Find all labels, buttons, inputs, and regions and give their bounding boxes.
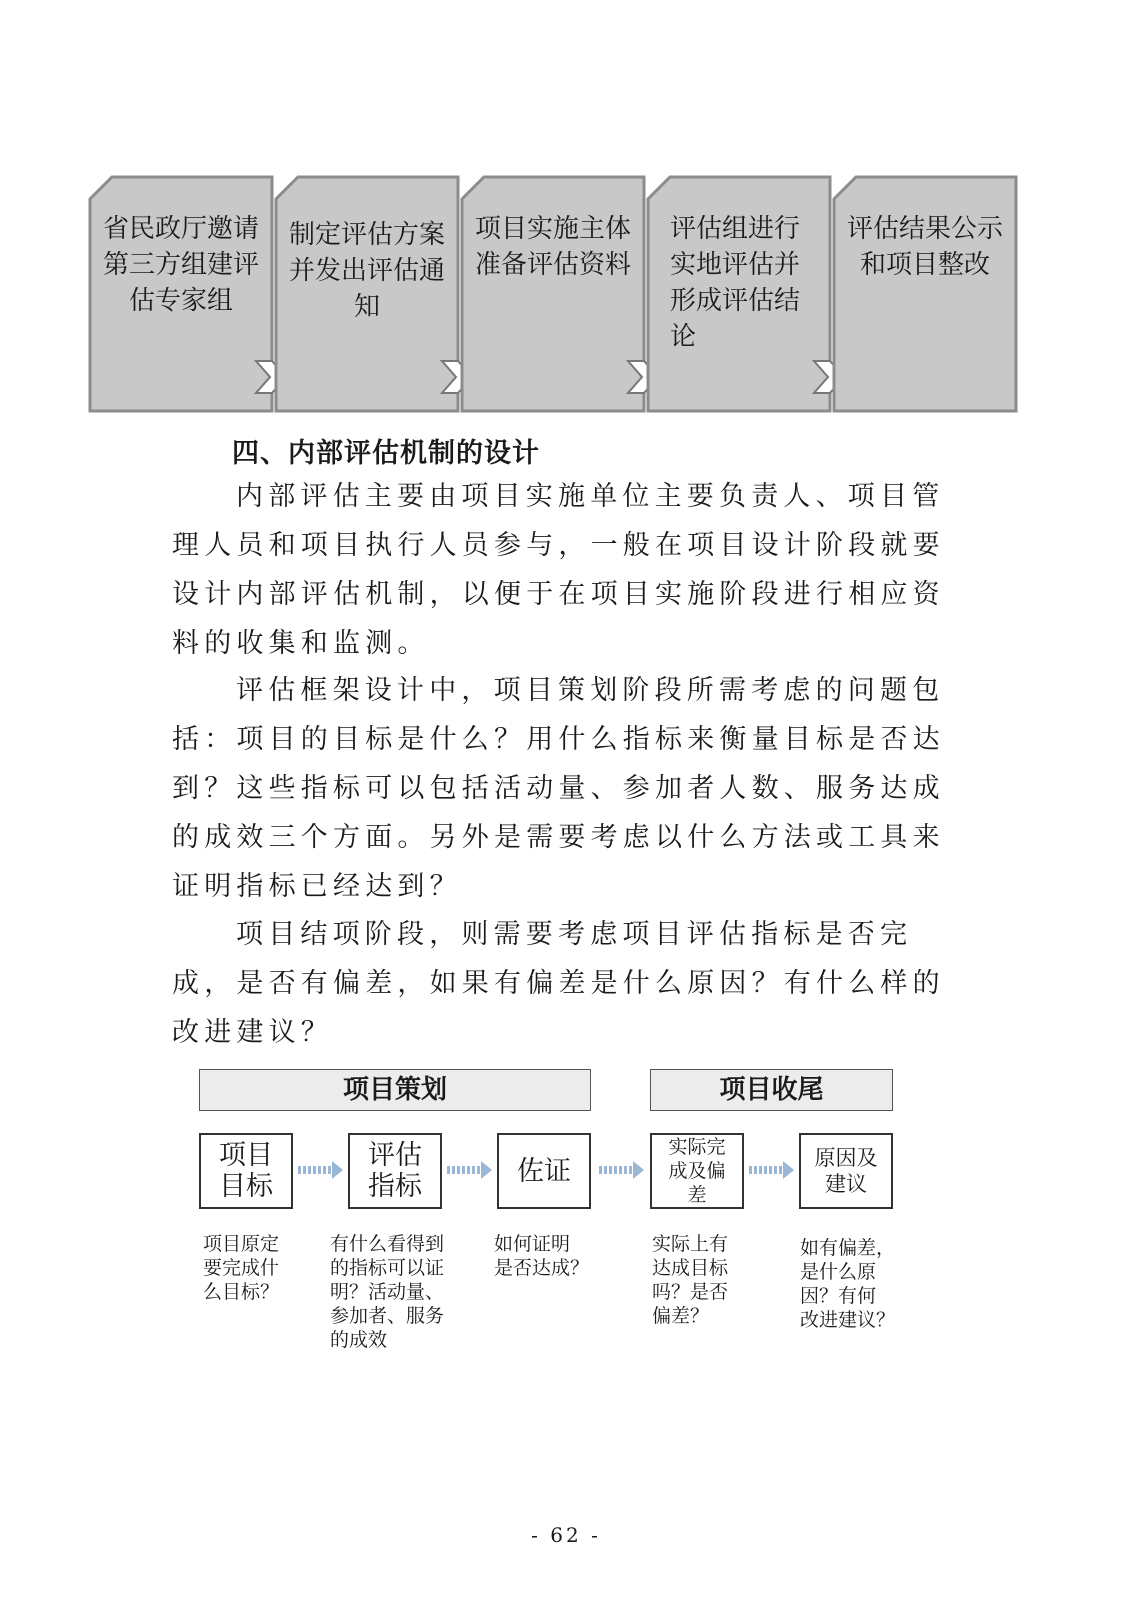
node-line: 目标 bbox=[219, 1171, 273, 1202]
process-step-4 bbox=[646, 175, 832, 413]
note-reasons-suggestions bbox=[800, 1236, 895, 1332]
step-label: 制定评估方案并发出评估通知 bbox=[288, 220, 445, 322]
node-reasons-suggestions bbox=[799, 1133, 893, 1209]
node-line: 成及偏 bbox=[668, 1160, 726, 1182]
step-label: 评估结果公示和项目整改 bbox=[846, 214, 1003, 280]
node-line: 差 bbox=[687, 1184, 707, 1206]
note-line: 偏差？ bbox=[652, 1305, 710, 1327]
node-actual-completion bbox=[650, 1133, 744, 1209]
process-step-3 bbox=[460, 175, 646, 413]
node-line: 原因及 bbox=[814, 1146, 878, 1170]
note-line: 的成效 bbox=[330, 1329, 388, 1351]
process-step-2 bbox=[274, 175, 460, 413]
node-line: 实际完 bbox=[668, 1136, 726, 1158]
node-line: 建议 bbox=[825, 1172, 867, 1196]
note-line: 的指标可以证 bbox=[330, 1257, 445, 1279]
node-line: 佐证 bbox=[517, 1155, 571, 1187]
node-line: 项目 bbox=[219, 1140, 273, 1171]
note-line: 吗？是否 bbox=[652, 1281, 729, 1303]
paragraph-3: 项目结项阶段，则需要考虑项目评估指标是否完成，是否有偏差，如果有偏差是什么原因？有什么样的改进建议？ bbox=[172, 919, 945, 1048]
note-line: 明？活动量、 bbox=[330, 1281, 445, 1303]
note-line: 达成目标 bbox=[652, 1257, 729, 1279]
note-line: 参加者、服务 bbox=[330, 1305, 445, 1327]
paragraph-1: 内部评估主要由项目实施单位主要负责人、项目管理人员和项目执行人员参与，一般在项目设计阶段就要设计内部评估机制，以便于在项目实施阶段进行相应资料的收集和监测。 bbox=[172, 481, 945, 659]
dotted-arrow-icon bbox=[749, 1160, 795, 1180]
note-line: 么目标？ bbox=[203, 1281, 280, 1303]
note-line: 要完成什 bbox=[203, 1257, 280, 1279]
paragraph-2: 评估框架设计中，项目策划阶段所需考虑的问题包括：项目的目标是什么？用什么指标来衡量目标是否达到？这些指标可以包括活动量、参加者人数、服务达成的成效三个方面。另外是需要考虑以什么方法或工具来证明指标已经达到？ bbox=[172, 675, 945, 902]
process-step-5 bbox=[832, 175, 1018, 413]
note-line: 如有偏差， bbox=[800, 1237, 896, 1259]
step-label: 评估组进行实地评估并形成评估结论 bbox=[670, 214, 801, 352]
dotted-arrow-icon bbox=[298, 1160, 344, 1180]
note-evaluation-indicator bbox=[330, 1232, 444, 1352]
dotted-arrow-icon bbox=[447, 1160, 493, 1180]
node-evidence bbox=[497, 1133, 591, 1209]
evaluation-process-flow bbox=[88, 175, 1038, 415]
note-line: 改进建议？ bbox=[800, 1309, 896, 1331]
note-line: 项目原定 bbox=[203, 1233, 280, 1255]
page-number: - 62 - bbox=[531, 1523, 601, 1547]
section-heading: 四、内部评估机制的设计 bbox=[232, 438, 540, 469]
process-step-1 bbox=[88, 175, 274, 413]
note-line: 有什么看得到 bbox=[330, 1233, 445, 1255]
note-line: 实际上有 bbox=[652, 1233, 729, 1255]
note-line: 是否达成？ bbox=[494, 1257, 590, 1279]
note-line: 因？有何 bbox=[800, 1285, 877, 1307]
node-project-goal bbox=[199, 1133, 293, 1209]
note-evidence bbox=[494, 1232, 589, 1280]
phase-closing-header: 项目收尾 bbox=[650, 1069, 893, 1111]
node-line: 评估 bbox=[368, 1140, 422, 1171]
step-label: 项目实施主体准备评估资料 bbox=[474, 214, 631, 280]
node-evaluation-indicator bbox=[348, 1133, 442, 1209]
note-line: 如何证明 bbox=[494, 1233, 571, 1255]
note-actual-completion bbox=[652, 1232, 728, 1328]
node-line: 指标 bbox=[368, 1171, 422, 1202]
dotted-arrow-icon bbox=[599, 1160, 645, 1180]
note-project-goal bbox=[203, 1232, 279, 1304]
note-line: 是什么原 bbox=[800, 1261, 877, 1283]
phase-planning-header: 项目策划 bbox=[199, 1069, 591, 1111]
step-label: 省民政厅邀请第三方组建评估专家组 bbox=[102, 214, 259, 316]
